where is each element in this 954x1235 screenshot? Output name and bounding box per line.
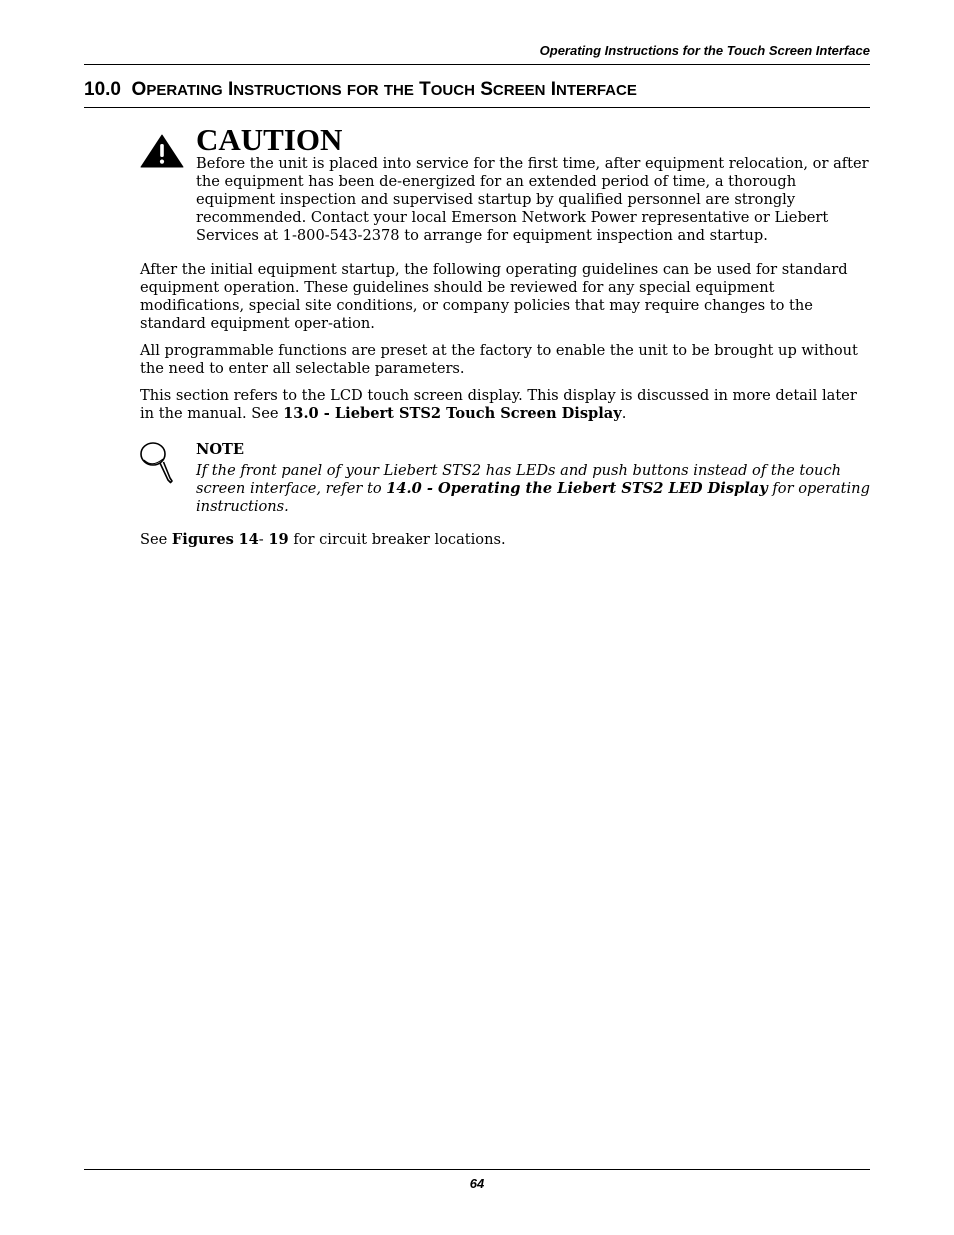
warning-triangle-icon [140, 134, 184, 168]
note-title: NOTE [196, 441, 245, 458]
heading-rule [84, 107, 870, 108]
magnifying-glass-icon [138, 440, 174, 486]
figure-reference-end[interactable]: 19 [268, 531, 289, 548]
paragraph-figures-reference: See Figures 14- 19 for circuit breaker locations. [140, 531, 506, 548]
section-title: OPERATING INSTRUCTIONS FOR THE TOUCH SCREEN INTERFACE [131, 79, 637, 100]
cross-reference-touch-screen[interactable]: 13.0 - Liebert STS2 Touch Screen Display [283, 405, 622, 422]
note-text: If the front panel of your Liebert STS2 has LEDs and push buttons instead of the touch screen interface, refer to 14.0 - Operating the Liebert STS2 LED Display for operating instructions. [196, 462, 870, 515]
paragraph-lcd-reference: This section refers to the LCD touch screen display. This display is discussed in more detail later in the manual. See 13.0 - Liebert STS2 Touch Screen Display. [140, 387, 857, 422]
footer-rule [84, 1169, 870, 1170]
running-header: Operating Instructions for the Touch Screen Interface [539, 43, 870, 58]
page-number: 64 [469, 1176, 485, 1191]
caution-text: Before the unit is placed into service for the first time, after equipment relocation, or after the equipment has been de-energized for an extended period of time, a thorough equipment inspection and supervised startup by qualified personnel are strongly recommended. Contact your local Emerson Network Power representative or Liebert Services at 1-800-543-2378 to arrange for equipment inspection and startup. [196, 155, 869, 244]
paragraph-startup-guidelines: After the initial equipment startup, the following operating guidelines can be used for standard equipment operation. These guidelines should be reviewed for any special equipment modifications, special site conditions, or company policies that may require changes to the standard equipment oper-ation. [140, 261, 848, 332]
figures-label: Figures [171, 531, 234, 548]
section-number: 10.0 [84, 79, 121, 100]
paragraph-programmable-functions: All programmable functions are preset at the factory to enable the unit to be brought up without the need to enter all selectable parameters. [140, 342, 858, 377]
section-heading [84, 78, 870, 103]
header-rule [84, 64, 870, 65]
figure-reference-start[interactable]: 14 [238, 531, 259, 548]
cross-reference-led-display[interactable]: 14.0 - Operating the Liebert STS2 LED Display [386, 480, 768, 497]
caution-title: CAUTION [196, 122, 343, 157]
